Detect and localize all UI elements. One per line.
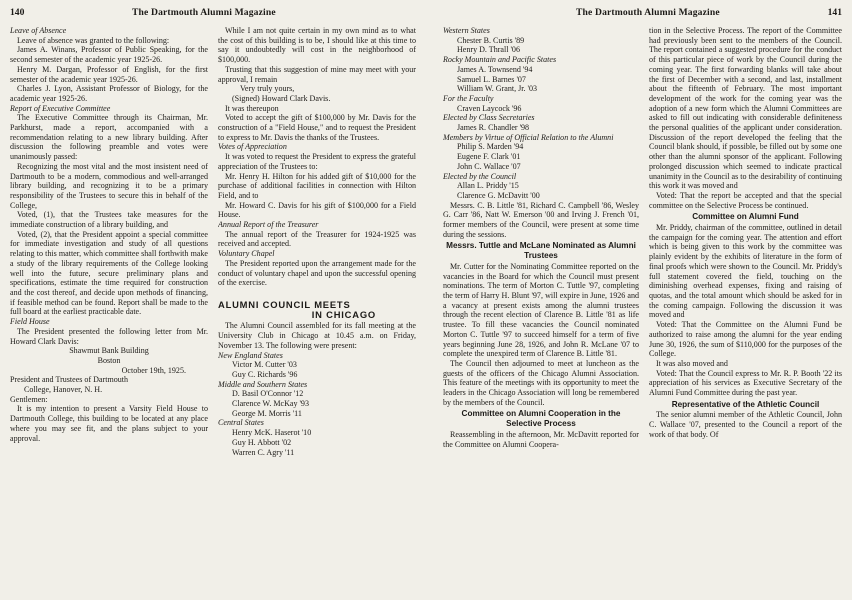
subheading: Report of Executive Committee xyxy=(10,103,111,113)
headline-line-2: IN CHICAGO xyxy=(311,308,376,320)
subheading: Leave of Absence xyxy=(10,26,67,35)
paragraph: President and Trustees of Dartmouth xyxy=(10,375,129,385)
paragraph: Mr. Henry H. Hilton for his added gift of $10,000 for the purchase of additional facilities in connection with Hilton Field, and to xyxy=(218,171,416,200)
letter-line: October 19th, 1925. xyxy=(121,365,186,375)
paragraph: It was also moved and xyxy=(656,358,728,368)
paragraph: Voted: That the Council express to Mr. R. P. Booth '22 its appreciation of his services as Executive Secretary of the Alumni Fund Committee during the past year. xyxy=(649,368,842,398)
letter-line: Boston xyxy=(97,355,121,365)
section-heading: Representative of the Athletic Council xyxy=(671,399,820,409)
left-page-number: 140 xyxy=(10,7,25,18)
list-line: William W. Grant, Jr. '03 xyxy=(457,84,538,94)
paragraph: It was voted to request the President to express the grateful appreciation of the Trustees to: xyxy=(218,152,416,171)
paragraph: Gentlemen: xyxy=(10,394,48,404)
paragraph: The President reported upon the arrangement made for the conduct of voluntary chapel and upon the successful opening of the exercise. xyxy=(218,258,416,288)
paragraph: It was thereupon xyxy=(225,103,279,113)
paragraph: Recognizing the most vital and the most insistent need of Dartmouth to be a modern, commodious and well-arranged library building, and recognizing it to be a primary responsibility of the Trustees to secure this in behalf of the College, xyxy=(10,161,208,210)
subheading: Voluntary Chapel xyxy=(218,249,275,259)
paragraph: Henry M. Dargan, Professor of English, for the first semester of the academic year 1925-26. xyxy=(10,64,208,84)
subheading: Field House xyxy=(10,317,50,327)
list-line: Philip S. Marden '94 xyxy=(457,142,524,152)
article-headline xyxy=(218,300,416,319)
subheading: New England States xyxy=(218,350,283,360)
right-page-number: 141 xyxy=(827,7,842,18)
paragraph: Mr. Priddy, chairman of the committee, outlined in detail the campaign for the coming year. The attention and effort which is being given to this work by the committee was plainly evident by the exhibits of literature in the form of final proofs which were shown to the Council. Mr. Priddy's full statement covered the field, touching on the diminishing overhead expenses, fixing and raising of quotas, and the total amount which should be asked for in the coming campaign. Following the discussion it was moved and xyxy=(649,223,842,320)
paragraph: Messrs. C. B. Little '81, Richard C. Campbell '86, Wesley G. Carr '86, Natt W. Emerson '00 and Irving J. French '01, former members of the Council, were present at some time during the sessions. xyxy=(443,200,639,239)
paragraph: Reassembling in the afternoon, Mr. McDavitt reported for the Committee on Alumni Coopera- xyxy=(443,429,639,449)
section-heading: Committee on Alumni Cooperation in the Selective Process xyxy=(461,409,621,429)
letter-line: Shawmut Bank Building xyxy=(69,346,149,356)
list-line: James A. Townsend '94 xyxy=(457,64,533,74)
paragraph: The senior alumni member of the Athletic Council, John C. Wallace '07, presented to the Council a report of the work of that body. Of xyxy=(649,410,842,439)
subheading: Middle and Southern States xyxy=(218,379,308,389)
list-line: Henry D. Thrall '06 xyxy=(457,45,520,55)
list-line: Very truly yours, xyxy=(240,84,295,94)
paragraph: tion in the Selective Process. The report of the Committee had previously been sent to the members of the Council. The report contained a suggested procedure for the conduct of this particular piece of work by the Council during the coming year. The first forwarding blanks will take about the first of December with a second, and last, installment about the fifteenth of February. The most important development of the work for the coming year was the adoption of a new form which the Alumni Committees are asked to fill out indicating with considerable definiteness the personal qualities of the applicant under consideration. Discussion of the report developed the feeling that the Council blank should, if possible, be filled out by some one other than the alumni sponsor of the applicant. Following prolonged discussion which seemed to indicate practical unanimity in the Council as to the desirability of continuing this work it was moved and xyxy=(649,26,842,191)
list-line: George M. Morris '11 xyxy=(232,408,302,418)
paragraph: Voted: That the Committee on the Alumni Fund be authorized to raise among the alumni for the year ending June 30, 1926, the sum of $110,000 for the purposes of the College. xyxy=(649,320,842,359)
subheading: Western States xyxy=(443,26,490,35)
column-1 xyxy=(10,26,208,596)
paragraph: Trusting that this suggestion of mine may meet with your approval, I remain xyxy=(218,64,416,84)
spacer xyxy=(218,288,416,292)
paragraph: Mr. Howard C. Davis for his gift of $100,000 for a Field House. xyxy=(218,200,416,220)
subheading: Rocky Mountain and Pacific States xyxy=(443,55,557,65)
paragraph: Voted to accept the gift of $100,000 by Mr. Davis for the construction of a "Field House," and to request the President to express to Mr. Davis the thanks of the Trustees. xyxy=(218,113,416,142)
column-2 xyxy=(218,26,416,596)
paragraph: It is my intention to present a Varsity Field House to Dartmouth College, this building to be located at any place where you may see fit, and the plans subject to your approval. xyxy=(10,404,208,443)
list-line: Eugene F. Clark '01 xyxy=(457,152,521,162)
list-line: College, Hanover, N. H. xyxy=(24,385,103,395)
list-line: Henry McK. Haserot '10 xyxy=(232,428,312,438)
list-line: (Signed) Howard Clark Davis. xyxy=(232,93,331,103)
headline-line-1: ALUMNI COUNCIL MEETS xyxy=(218,298,351,310)
paragraph: The Executive Committee through its Chairman, Mr. Parkhurst, made a report, accompanied with a recommendation relating to a new library building. After discussion the following preamble and votes were unanimously passed: xyxy=(10,113,208,162)
paragraph: The annual report of the Treasurer for 1924-1925 was received and accepted. xyxy=(218,229,416,249)
paragraph: Voted: That the report be accepted and that the special committee on the Selective Process be continued. xyxy=(649,190,842,210)
left-magazine-title: The Dartmouth Alumni Magazine xyxy=(132,7,276,18)
paragraph: Mr. Cutter for the Nominating Committee reported on the vacancies in the Board for which the Council must present nominations. The term of Morton C. Tuttle '97, completing the term of Harry H. Blunt '97, will expire in June, 1926 and a vacancy at present exists among the alumni trustees through the recent election of Clarence B. Little '81 as life trustee. To fill these vacancies the Council nominated Morton C. Tuttle '97 to succeed himself for a term of five years beginning June 28, 1926, and John R. McLane '07 to complete the unexpired term of Clarence B. Little '81. xyxy=(443,261,639,359)
left-running-header xyxy=(10,7,430,18)
section-heading: Committee on Alumni Fund xyxy=(692,212,799,222)
list-line: Guy H. Abbott '02 xyxy=(232,437,292,447)
paragraph: The Council then adjourned to meet at luncheon as the guests of the officers of the Chicago Alumni Association. This feature of the meetings with its opportunity to meet the leaders in the Chicago Association will long be remembered by the members of the Council. xyxy=(443,358,639,407)
list-line: Craven Laycock '96 xyxy=(457,103,522,113)
right-magazine-title: The Dartmouth Alumni Magazine xyxy=(576,7,720,18)
paragraph: Charles J. Lyon, Assistant Professor of Biology, for the academic year 1925-26. xyxy=(10,84,208,103)
subheading: Elected by Class Secretaries xyxy=(443,113,535,123)
subheading: For the Faculty xyxy=(443,93,494,103)
list-line: D. Basil O'Connor '12 xyxy=(232,389,304,399)
list-line: James R. Chandler '98 xyxy=(457,123,530,133)
paragraph: The Alumni Council assembled for its fall meeting at the University Club in Chicago at 10.45 a.m. on Friday, November 13. The following were present: xyxy=(218,321,416,350)
list-line: Clarence W. McKay '93 xyxy=(232,399,309,409)
paragraph: Voted, (1), that the Trustees take measures for the immediate construction of a library building, and xyxy=(10,210,208,230)
paragraph: While I am not quite certain in my own mind as to what the cost of this building is to be, I should like at this time to say it undoubtedly will cost in the neighborhood of $100,000. xyxy=(218,26,416,65)
paragraph: James A. Winans, Professor of Public Speaking, for the second semester of the academic year 1925-26. xyxy=(10,45,208,65)
subheading: Annual Report of the Treasurer xyxy=(218,220,319,230)
list-line: John C. Wallace '07 xyxy=(457,161,521,171)
subheading: Members by Virtue of Official Relation to the Alumni xyxy=(443,132,614,142)
subheading: Elected by the Council xyxy=(443,171,517,181)
column-3 xyxy=(443,26,639,596)
list-line: Allan L. Priddy '15 xyxy=(457,181,519,191)
column-4 xyxy=(649,26,842,596)
paragraph: Leave of absence was granted to the following: xyxy=(17,35,170,45)
list-line: Clarence G. McDavitt '00 xyxy=(457,190,540,200)
list-line: Guy C. Richards '96 xyxy=(232,369,298,379)
section-heading: Messrs. Tuttle and McLane Nominated as Alumni Trustees xyxy=(446,241,636,261)
paragraph: Voted, (2), that the President appoint a special committee for immediate investigation and study of all questions relating to this matter, which committee shall forthwith make a study of the library requirements of the College looking well into the future, secure preliminary plans and specifications, estimate the time required for construction and the cost thereof, and decide upon methods of financing, if feasible method can be found. Report shall be made to the full board at the earliest practicable date. xyxy=(10,229,208,317)
list-line: Samuel L. Barnes '07 xyxy=(457,74,526,84)
subheading: Central States xyxy=(218,418,264,428)
subheading: Votes of Appreciation xyxy=(218,142,287,152)
paragraph: The President presented the following letter from Mr. Howard Clark Davis: xyxy=(10,326,208,346)
list-line: Chester B. Curtis '89 xyxy=(457,35,525,45)
list-line: Warren C. Agry '11 xyxy=(232,447,295,457)
list-line: Victor M. Cutter '03 xyxy=(232,360,297,370)
